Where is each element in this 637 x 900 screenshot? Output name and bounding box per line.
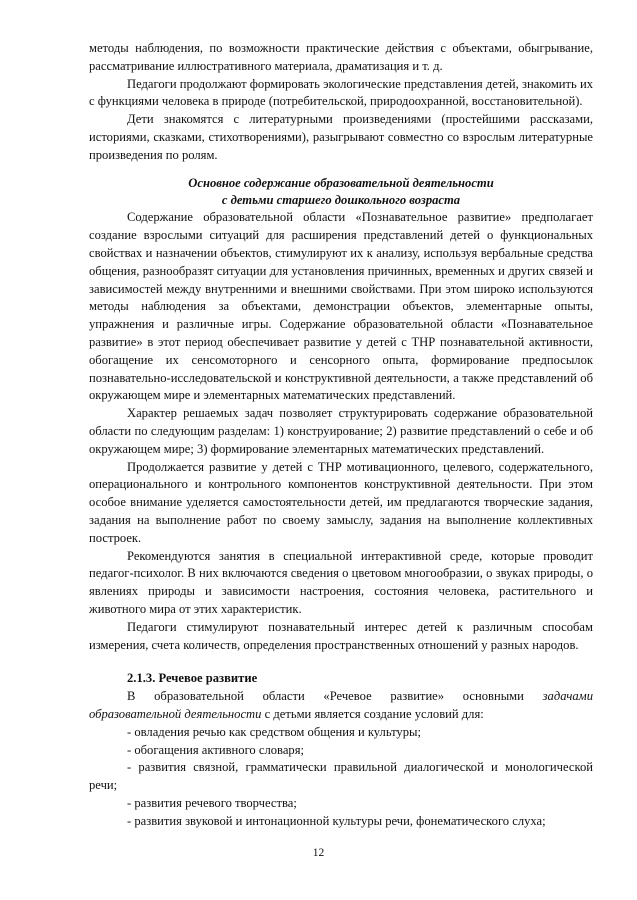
paragraph-interactive-environment: Рекомендуются занятия в специальной интерактивной среде, которые проводит педагог-психолог. В них включаются сведения о цветовом многообразии, о звуках природы, о явлениях природы и зависимости настроения, состояния человека, растительного и животного мира от этих характеристик. (89, 548, 593, 616)
paragraph-ecology: Педагоги продолжают формировать экологические представления детей, знакомить их с функциями человека в природе (потребительской, природоохранной, восстановительной). (89, 76, 593, 109)
paragraph-cognitive-content: Содержание образовательной области «Познавательное развитие» предполагает создание взрослыми ситуаций для расширения представлений детей о функциональных свойствах и назначении объектов, стимулируют их к анализу, используя вербальные средства общения, разнообразят ситуации для установления причинных, временных и других связей и зависимостей между внутренними и внешними свойствами. При этом широко используются методы наблюдения за объектами, демонстрации объектов, элементарные опыты, упражнения и различные игры. Содержание образовательной области «Познавательное развитие» в этот период обеспечивает развитие у детей с ТНР познавательной активности, обогащение их сенсомоторного и сенсорного опыта, формирование предпосылок познавательно-исследовательской и конструктивной деятельности, а также представлений об окружающем мире и элементарных математических представлений. (89, 210, 593, 403)
speech-intro-paragraph (89, 688, 593, 724)
list-item: - обогащения активного словаря; (127, 742, 305, 757)
paragraph-measurement-interest: Педагоги стимулируют познавательный интерес детей к различным способам измерения, счета количеств, определения пространственных отношений у разных народов. (89, 619, 593, 652)
list-item: - развития речевого творчества; (127, 795, 297, 810)
speech-intro-start: В образовательной области «Речевое развитие» основными (127, 689, 524, 704)
heading-line-2: с детьми старшего дошкольного возраста (221, 192, 461, 207)
subsection-title: 2.1.3. Речевое развитие (127, 671, 258, 686)
list-item: - овладения речью как средством общения и культуры; (127, 724, 421, 739)
paragraph-constructive-activity: Продолжается развитие у детей с ТНР мотивационного, целевого, содержательного, операционального и контрольного компонентов конструктивной деятельности. При этом особое внимание уделяется самостоятельности детей, им предлагаются творческие задания, задания на выполнение работ по своему замыслу, задания на выполнение коллективных построек. (89, 459, 593, 545)
list-item: - развития звуковой и интонационной культуры речи, фонематического слуха; (127, 813, 546, 828)
document-page (89, 40, 593, 830)
list-item: - развития связной, грамматически правильной диалогической и монологической речи; (89, 760, 593, 793)
heading-line-1: Основное содержание образовательной деятельности (188, 175, 494, 190)
section-heading (89, 175, 593, 210)
paragraph-methods: методы наблюдения, по возможности практические действия с объектами, обыгрывание, рассматривание иллюстративного материала, драматизация и т. д. (89, 41, 593, 73)
speech-intro-emphasis: задачами образовательной деятельности (89, 689, 593, 721)
page-number: 12 (312, 847, 325, 859)
paragraph-task-structure: Характер решаемых задач позволяет структурировать содержание образовательной области по следующим разделам: 1) конструирование; 2) развитие представлений о себе и об окружающем мире; 3) формирование элементарных математических представлений. (89, 406, 593, 456)
speech-intro-end: с детьми является создание условий для: (264, 706, 484, 721)
paragraph-literature: Дети знакомятся с литературными произведениями (простейшими рассказами, историями, сказками, стихотворениями), разыгрывают совместно со взрослым литературные произведения по ролям. (89, 112, 593, 162)
